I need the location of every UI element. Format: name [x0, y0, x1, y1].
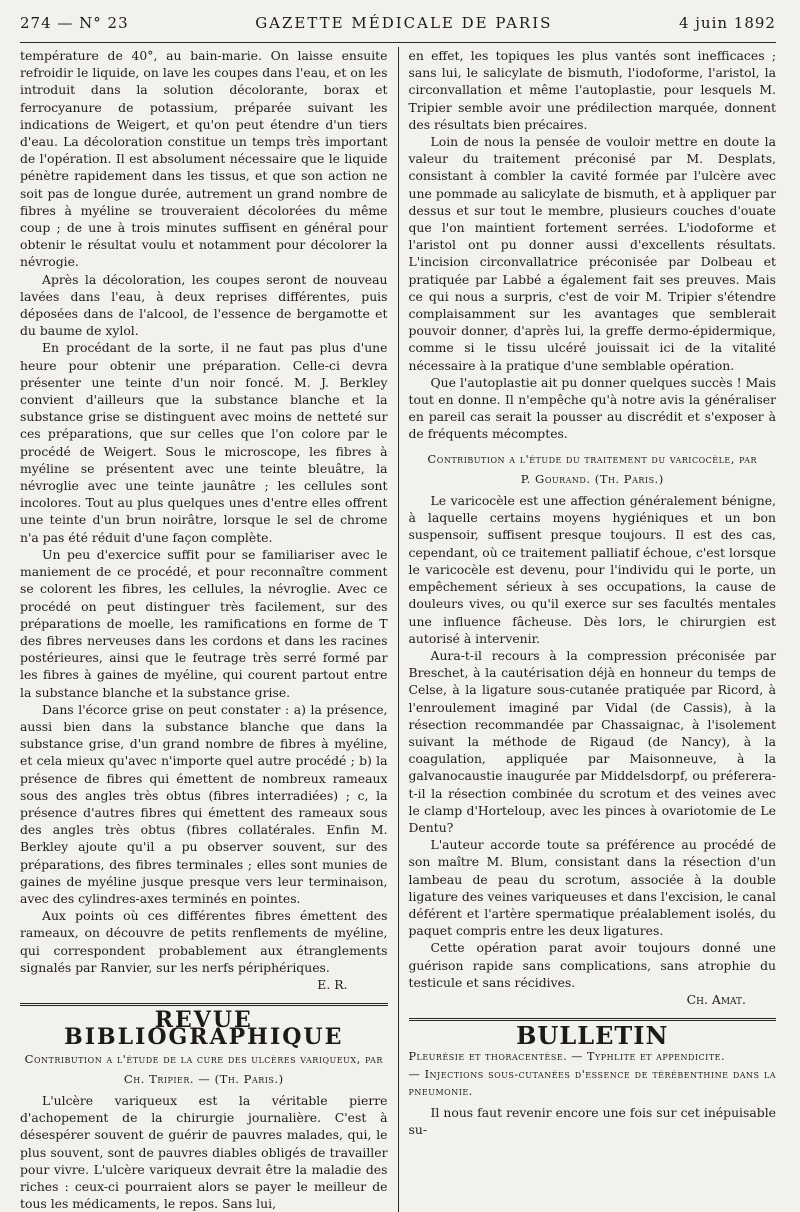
paragraph: Que l'autoplastie ait pu donner quelques succès ! Mais tout en donne. Il n'empêche qu'à notre avis la généraliser en pareil cas serait la pousser au discrédit et s'exposer à de fréquents mécomptes.	[408, 374, 776, 442]
paragraph: Un peu d'exercice suffit pour se familiariser avec le maniement de ce procédé, et pour reconnaître comment se colorent les fibres, les cellules, la névroglie. Avec ce procédé on peut distinguer très facilement, sur des préparations de moelle, les ramifications en forme de T des fibres nerveuses dans les cordons et dans les racines postérieures, ainsi que le feutrage très serré formé par les fibres à gaines de myéline, qui courent partout entre la substance blanche et la substance grise.	[20, 546, 388, 700]
paragraph: L'auteur accorde toute sa préférence au procédé de son maître M. Blum, consistant dans la résection d'un lambeau de peau du scrotum, associée à la double ligature des veines variqueuses et dans l'excision, le canal déférent et l'artère spermatique préalablement isolés, du paquet compris entre les deux ligatures.	[408, 837, 776, 939]
right-column	[409, 47, 777, 1212]
article-signature: E. R.	[317, 976, 348, 992]
paragraph: Loin de nous la pensée de vouloir mettre en doute la valeur du traitement préconisé par M. Desplats, consistant à combler la cavité formée par l'ulcère avec une pommade au salicylate de bismuth, et à appliquer par dessus et sur tout le membre, plusieurs couches d'ouate que l'on maintient fortement serrées. L'iodoforme et l'aristol ont pu donner aussi d'excellents résultats. L'incision circonvallatrice préconisée par Dolbeau et pratiquée par Labbé a également fait ses preuves. Mais ce qui nous a surpris, c'est de voir M. Tripier s'étendre complaisamment sur les avantages que semblerait pouvoir donner, d'après lui, la greffe dermo-épidermique, comme si le tissu ulcéré jouissait ici de la vitalité nécessaire à la pratique d'une semblable opération.	[408, 134, 776, 373]
two-column-body	[20, 47, 776, 1212]
review-author: P. Gourand. (Th. Paris.)	[520, 471, 664, 486]
page-header	[20, 14, 776, 36]
paragraph: Après la décoloration, les coupes seront de nouveau lavées dans l'eau, à deux reprises différentes, puis déposées dans de l'alcool, de l'essence de bergamotte et du baume de xylol.	[20, 271, 388, 339]
paragraph: En procédant de la sorte, il ne faut pas plus d'une heure pour obtenir une préparation. Celle-ci devra présenter une teinte d'un noir foncé. M. J. Berkley convient d'ailleurs que la substance blanche et la substance grise se distinguent avec moins de netteté sur ces préparations, que sur celles que l'on colore par le procédé de Weigert. Sous le microscope, les fibres à myéline se présentent avec une teinte bleuâtre, la névroglie avec une teinte jaunâtre ; les cellules sont incolores. Tout au plus quelques unes d'entre elles offrent une teinte d'un brun noirâtre, lorsque le sel de chrome n'a pas été réduit d'une façon complète.	[20, 340, 388, 545]
section-divider	[20, 1003, 388, 1006]
paragraph: Aux points où ces différentes fibres émettent des rameaux, on découvre de petits renflements de myéline, qui correspondent probablement aux étranglements signalés par Ranvier, sur les nerfs périphériques.	[20, 908, 388, 975]
paragraph: Aura-t-il recours à la compression préconisée par Breschet, à la cautérisation déjà en honneur du temps de Celse, à la ligature sous-cutanée pratiquée par Ricord, à l'enroulement imaginé par Vidal (de Cassis), à la résection recommandée par Chassaignac, à l'isolement suivant la méthode de Rigaud (de Nancy), à la coagulation, appliquée par Maisonneuve, à la galvanocaustie inaugurée par Middelsdorpf, ou préferera-t-il la résection combinée du scrotum et des veines avec le clamp d'Horteloup, avec les pinces à ovariotomie de Le Dentu?	[408, 647, 776, 835]
bulletin-title: BULLETIN	[516, 1021, 669, 1051]
paragraph: température de 40°, au bain-marie. On laisse ensuite refroidir le liquide, on lave les coupes dans l'eau, et on les introduit dans la solution décolorante, borax et ferrocyanure de potassium, préparée suivant les indications de Weigert, et qu'on peut étendre d'un tiers d'eau. La décoloration constitue un temps très important de l'opération. Il est absolument nécessaire que le liquide pénètre rapidement dans les tissus, et que son action ne soit pas de longue durée, autrement un grand nombre de fibres à myéline se trouveraient décolorées du même coup ; de une à trois minutes suffisent en général pour obtenir le résultat voulu et notamment pour décolorer la névrogie.	[20, 48, 388, 270]
paragraph: Le varicocèle est une affection généralement bénigne, à laquelle certains moyens hygiéniques et un bon suspensoir, suffisent presque toujours. Il est des cas, cependant, où ce traitement palliatif échoue, c'est lorsque le varicocèle est devenu, pour l'individu qui le porte, un empêchement sérieux à ses occupations, la cause de douleurs vives, ou qu'il exerce sur ses facultés mentales une influence fâcheuse. Dès lors, le chirurgien est autorisé à intervenir.	[408, 493, 776, 646]
review-author: Ch. Tripier. — (Th. Paris.)	[123, 1071, 284, 1086]
paragraph: Dans l'écorce grise on peut constater : a) la présence, aussi bien dans la substance blanche que dans la substance grise, d'un grand nombre de fibres à myéline, et cela mieux qu'avec n'importe quel autre procédé ; b) la présence de fibres qui émettent de nombreux rameaux sous des angles très obtus (fibres interradiées) ; c, la présence d'autres fibres qui émettent des rameaux sous des angles très obtus (fibres collatérales. Enfin M. Berkley ajoute qu'il a pu observer souvent, sur des préparations, des fibres terminales ; elles sont munies de gaines de myéline jusque presque vers leur terminaison, avec des cylindres-axes terminés en pointes.	[20, 701, 388, 906]
paragraph: Il nous faut revenir encore une fois sur cet inépuisable su-	[408, 1104, 776, 1138]
header-rule	[20, 42, 776, 43]
article-signature: Ch. Amat.	[686, 991, 746, 1007]
review-title: Contribution a l'étude de la cure des ulcères variqueux, par	[24, 1051, 383, 1066]
issue-date: 4 juin 1892	[678, 14, 776, 32]
page-number: 274 — N° 23	[20, 14, 129, 32]
left-column	[20, 47, 388, 1212]
section-title: REVUE BIBLIOGRAPHIQUE	[64, 1007, 344, 1051]
paragraph: en effet, les topiques les plus vantés sont inefficaces ; sans lui, le salicylate de bismuth, l'iodoforme, l'aristol, la circonvallation et même l'autoplastie, pour lesquels M. Tripier semble avoir une prédilection marquée, donnent des résultats bien précaires.	[408, 48, 776, 132]
bulletin-subtitle: — Injections sous-cutanées d'essence de térébenthine dans la pneumonie.	[408, 1067, 776, 1098]
paragraph: L'ulcère variqueux est la véritable pierre d'achopement de la chirurgie journalière. C'est à désespérer souvent de guérir de pauvres malades, qui, le plus souvent, sont de pauvres diables obligés de travailler pour vivre. L'ulcère variqueux devrait être la maladie des riches : ceux-ci pourraient alors se payer le meilleur de tous les médicaments, le repos. Sans lui,	[20, 1092, 388, 1212]
paragraph: Cette opération parat avoir toujours donné une guérison rapide sans complications, sans atrophie du testicule et sans récidives.	[408, 940, 776, 990]
bulletin-subtitle: Pleurésie et thoracentèse. — Typhlite et appendicite.	[408, 1050, 726, 1064]
review-title: Contribution a l'étude du traitement du varicocèle, par	[427, 451, 758, 466]
journal-title: GAZETTE MÉDICALE DE PARIS	[255, 14, 553, 32]
column-divider	[398, 47, 399, 1212]
